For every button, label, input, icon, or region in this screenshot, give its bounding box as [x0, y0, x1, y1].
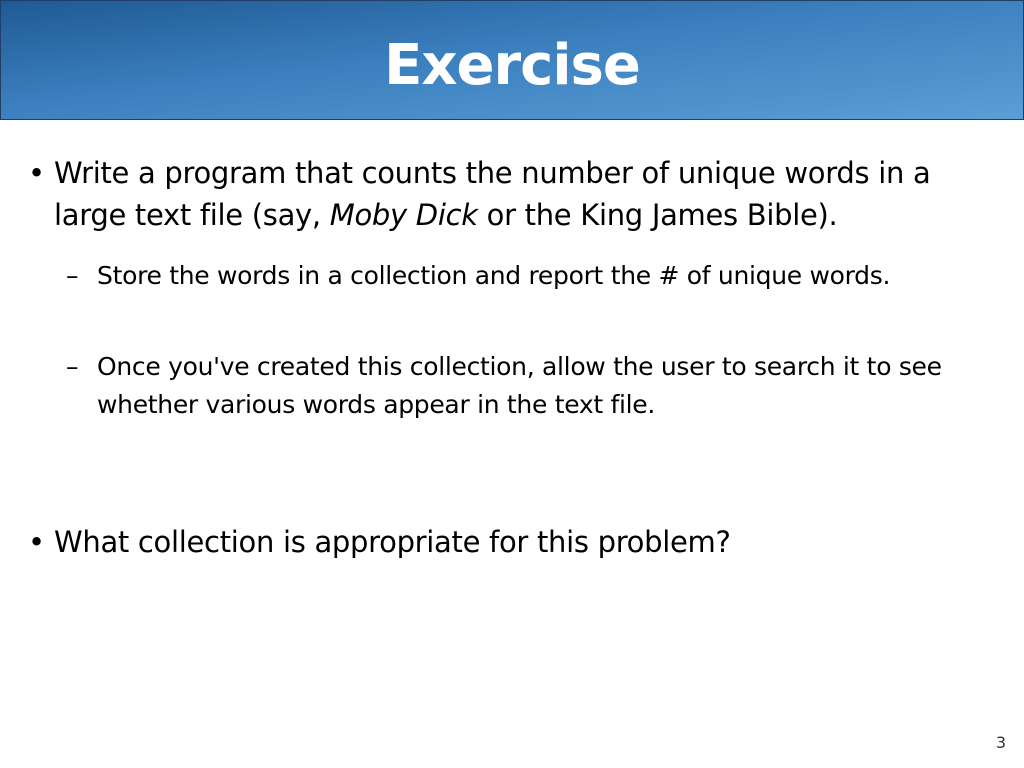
sub-item-2: Once you've created this collection, allow the user to search it to see whether various words appear in the text file.: [97, 352, 942, 419]
bullet-item-2: What collection is appropriate for this problem?: [54, 525, 731, 559]
sub-bullet-marker: –: [66, 352, 79, 381]
bullet-1-emphasis: Moby Dick: [329, 198, 478, 232]
page-number: 3: [995, 733, 1006, 752]
sub-bullet-marker: –: [66, 261, 79, 290]
slide-title: Exercise: [384, 33, 640, 98]
bullet-item-1: [54, 152, 1004, 236]
bullet-marker: •: [28, 156, 46, 190]
bullet-1-text-before: Write a program that counts the number of unique words in a large text file (say,: [54, 156, 931, 232]
bullet-marker: •: [28, 525, 46, 559]
bullet-1-text-after: or the King James Bible).: [477, 198, 838, 232]
sub-item-1: Store the words in a collection and report the # of unique words.: [97, 261, 891, 290]
